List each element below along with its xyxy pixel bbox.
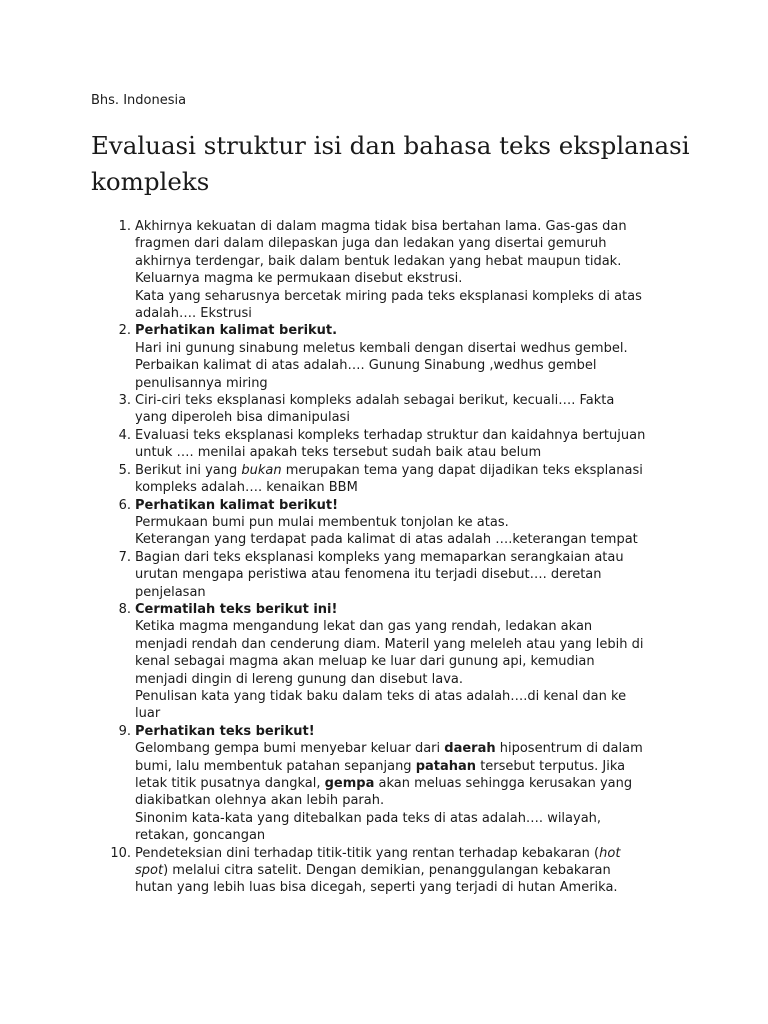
question-text	[135, 758, 700, 775]
italic-word: hot	[599, 845, 621, 861]
subject-label: Bhs. Indonesia	[91, 93, 187, 108]
question-text: Ketika magma mengandung lekat dan gas yang rendah, ledakan akan	[135, 619, 593, 635]
question-text: Kata yang seharusnya bercetak miring pada teks eksplanasi kompleks di atas	[135, 288, 642, 304]
bold-word: patahan	[415, 758, 477, 774]
question-text: Bagian dari teks eksplanasi kompleks yang memaparkan serangkaian atau	[135, 549, 624, 565]
text-segment: letak titik pusatnya dangkal,	[135, 776, 325, 791]
question-8	[0, 601, 700, 723]
question-number: 5.	[118, 462, 131, 478]
question-text: fragmen dari dalam dilepaskan juga dan ledakan yang disertai gemuruh	[135, 236, 607, 252]
answer-text: untuk …. menilai apakah teks tersebut sudah baik atau belum	[135, 445, 542, 461]
text-segment: Pendeteksian dini terhadap titik-titik yang rentan terhadap kebakaran (	[135, 845, 600, 861]
question-2	[0, 322, 700, 392]
question-number: 2.	[118, 323, 131, 339]
question-number: 1.	[118, 219, 131, 234]
question-text: Evaluasi teks eksplanasi kompleks terhadap struktur dan kaidahnya bertujuan	[135, 427, 646, 443]
question-text: Ciri-ciri teks eksplanasi kompleks adalah sebagai berikut, kecuali…. Fakta	[135, 393, 615, 409]
question-text: Hari ini gunung sinabung meletus kembali dengan disertai wedhus gembel.	[135, 340, 628, 356]
question-number: 3.	[118, 393, 131, 409]
text-segment: tersebut terputus. Jika	[476, 758, 626, 774]
italic-word: bukan	[241, 462, 282, 478]
question-text: Perbaikan kalimat di atas adalah…. Gunung Sinabung ,wedhus gembel	[135, 358, 597, 374]
text-segment: bumi, lalu membentuk patahan sepanjang	[135, 758, 416, 774]
question-text: kenal sebagai magma akan meluap ke luar dari gunung api, kemudian	[135, 654, 595, 670]
question-text: menjadi dingin di lereng gunung dan disebut lava.	[135, 671, 464, 687]
question-number: 10.	[110, 845, 131, 861]
bold-word: gempa	[324, 776, 375, 791]
question-text	[135, 462, 700, 479]
question-6	[0, 497, 700, 549]
question-9	[0, 723, 700, 845]
italic-word: spot	[135, 863, 164, 879]
question-5	[0, 462, 700, 497]
question-text	[135, 740, 700, 757]
text-segment: Gelombang gempa bumi menyebar keluar dari	[135, 741, 445, 757]
question-4	[0, 427, 700, 462]
question-text: Penulisan kata yang tidak baku dalam teks di atas adalah….di kenal dan ke	[135, 688, 627, 704]
answer-text: adalah…. Ekstrusi	[135, 306, 252, 322]
question-7	[0, 549, 700, 601]
text-segment: ) melalui citra satelit. Dengan demikian, penanggulangan kebakaran	[163, 863, 611, 879]
answer-text: kompleks adalah…. kenaikan BBM	[135, 480, 358, 496]
question-text: Akhirnya kekuatan di dalam magma tidak bisa bertahan lama. Gas-gas dan	[135, 219, 627, 234]
bold-word: daerah	[444, 741, 496, 757]
question-number: 7.	[118, 549, 131, 565]
text-segment: akan meluas sehingga kerusakan yang	[374, 776, 633, 791]
question-number: 6.	[118, 497, 131, 513]
question-text	[135, 845, 700, 862]
answer-text: penulisannya miring	[135, 375, 268, 391]
answer-text: Keterangan yang terdapat pada kalimat di atas adalah ….keterangan tempat	[135, 532, 638, 548]
answer-text: penjelasan	[135, 584, 206, 600]
question-3	[0, 392, 700, 427]
answer-text: yang diperoleh bisa dimanipulasi	[135, 410, 350, 426]
text-segment: hiposentrum di dalam	[495, 741, 643, 757]
question-text: Sinonim kata-kata yang ditebalkan pada teks di atas adalah…. wilayah,	[135, 810, 602, 826]
answer-text: luar	[135, 706, 161, 722]
answer-text: retakan, goncangan	[135, 828, 266, 844]
question-heading: Perhatikan kalimat berikut!	[135, 497, 339, 513]
text-segment: merupakan tema yang dapat dijadikan teks eksplanasi	[281, 462, 643, 478]
question-number: 9.	[118, 723, 131, 739]
page-title: Evaluasi struktur isi dan bahasa teks eksplanasi kompleks	[91, 131, 690, 196]
question-number: 4.	[118, 427, 131, 443]
question-text: urutan mengapa peristiwa atau fenomena itu terjadi disebut…. deretan	[135, 567, 602, 583]
question-heading: Cermatilah teks berikut ini!	[135, 601, 338, 617]
question-text: akhirnya terdengar, baik dalam bentuk ledakan yang hebat maupun tidak.	[135, 253, 622, 269]
question-text	[135, 862, 700, 879]
question-heading: Perhatikan teks berikut!	[135, 723, 315, 739]
question-text: Permukaan bumi pun mulai membentuk tonjolan ke atas.	[135, 514, 509, 530]
question-10	[0, 845, 700, 897]
text-segment: Berikut ini yang	[135, 462, 242, 478]
question-number: 8.	[118, 601, 131, 617]
question-text: menjadi rendah dan cenderung diam. Materil yang meleleh atau yang lebih di	[135, 636, 644, 652]
question-text: hutan yang lebih luas bisa dicegah, seperti yang terjadi di hutan Amerika.	[135, 880, 618, 896]
question-1	[0, 218, 700, 322]
question-heading: Perhatikan kalimat berikut.	[135, 323, 338, 339]
question-text: diakibatkan olehnya akan lebih parah.	[135, 793, 385, 809]
question-text	[135, 775, 700, 792]
question-text: Keluarnya magma ke permukaan disebut ekstrusi.	[135, 271, 463, 287]
question-list	[0, 218, 700, 897]
